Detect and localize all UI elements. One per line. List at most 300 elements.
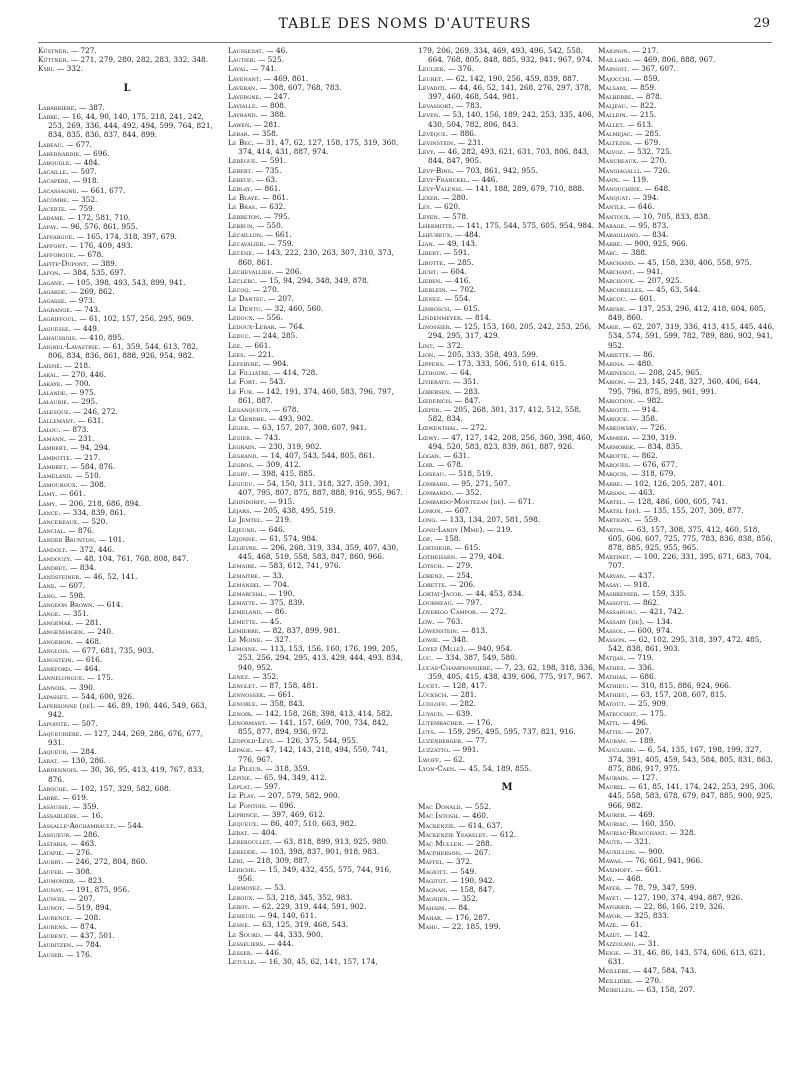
author-name: Mathes. (598, 662, 626, 672)
author-name: Leven. (418, 110, 441, 120)
index-entry: Marcou. — 601. (598, 294, 656, 304)
index-entry: Lassueur. — 286. (38, 829, 100, 839)
index-entry: Lebreton. — 795. (228, 211, 290, 221)
author-name: Laisné. (38, 360, 63, 370)
index-entry: Leuret. — 62, 142, 190, 256, 459, 839, 887. (418, 73, 579, 83)
index-entry: Lees. — 221. (228, 349, 275, 359)
author-name: Low. (418, 616, 435, 626)
index-entry: Laroche. — 102, 157, 329, 582, 608. (38, 783, 171, 793)
index-entry: Lee. — 661. (228, 340, 271, 350)
author-name: Lecoq. (228, 285, 251, 295)
index-entry: Lauritzen. — 784. (38, 940, 102, 950)
author-name: Lepage. (228, 745, 253, 755)
index-entry: Majocchi. — 859. (598, 73, 660, 83)
author-name: Kybi. (38, 64, 55, 74)
index-entry: Lebeuf. — 63. (228, 174, 278, 184)
author-name: Lejeune. (228, 524, 257, 534)
index-entry: Leulier. — 376. (418, 64, 474, 74)
author-name: Lépine. (228, 773, 253, 783)
index-entry: Malvoz. — 532, 725. (598, 147, 672, 157)
index-entry: Lematte. — 375, 839. (228, 598, 305, 608)
author-name: Lavrand. (228, 110, 258, 120)
index-entry: Lemette. — 45. (228, 616, 282, 626)
author-name: Lasausse. (38, 802, 71, 812)
author-name: Laqueur. (38, 747, 69, 757)
index-entry: Licht. — 604. (418, 266, 467, 276)
author-name: Langstein. (38, 655, 74, 664)
author-name: Leroy. (228, 901, 250, 911)
index-entry: Letulle. — 16, 30, 45, 62, 141, 157, 174, (228, 957, 378, 967)
index-entry: Massol. — 600, 974. (598, 625, 673, 635)
index-entry: Le Bec. — 31, 47, 62, 127, 158, 175, 319, 360, 374, 414, 431, 887, 974. (228, 138, 399, 157)
author-name: Lankford. (38, 664, 73, 674)
index-entry: Lévêque. — 886. (418, 128, 477, 138)
author-name: Lange. (38, 608, 61, 618)
index-entry: Lutembacher. — 176. (418, 717, 493, 727)
index-entry: Mathias. — 686. (598, 671, 657, 681)
index-entry: Lemanski. — 704. (228, 579, 290, 589)
author-name: Laignel-Lavastine. (38, 342, 101, 352)
author-name: Le Dantec. (228, 294, 266, 304)
author-name: Lomon. (418, 506, 443, 516)
index-entry: Mazet. — 142. (598, 929, 651, 939)
index-entry: Lint. — 372. (418, 340, 464, 350)
index-entry: Manouchine. — 648. (598, 184, 671, 194)
index-entry: Leduc. — 244, 285. (228, 331, 298, 341)
index-entry: Lassalle-Archambault. — 544. (38, 820, 144, 830)
index-entry: Laveran. — 308, 607, 768, 783. (228, 82, 342, 92)
author-name: Lefebvre. (228, 358, 261, 368)
index-entry: Mauclaire. — 6, 54, 135, 167, 198, 199, 327, 374, 391, 405, 459, 543, 584, 805, 831, 863, 875, 886, 917, 975. (598, 745, 773, 773)
index-entry: Luzzatto. — 991. (418, 745, 479, 755)
index-entry: Lallemant. — 631. (38, 415, 104, 425)
author-name: Levassort. (418, 101, 454, 111)
author-name: Leyen. (418, 211, 441, 221)
index-entry: Lamouroux. — 308. (38, 480, 107, 490)
index-entry: Macpherson. — 267. (418, 848, 491, 858)
author-name: Lebreton. (228, 211, 262, 221)
author-name: Le Bec. (228, 138, 254, 148)
author-name: Leroux. (228, 892, 255, 902)
author-name: Lematte. (228, 598, 258, 608)
author-name: Labernardie. (38, 148, 82, 158)
index-entry: Maurain. — 127. (598, 773, 658, 783)
index-columns (38, 46, 774, 1076)
author-name: Mawas. (598, 855, 624, 865)
index-entry: Lejars. — 205, 438, 495, 519. (228, 506, 336, 516)
index-entry: Launois. — 207. (38, 894, 96, 904)
author-name: Lévy-Bing. (418, 165, 454, 175)
index-entry: Maillard. — 469, 806, 888, 967. (598, 55, 716, 65)
author-name: Licht. (418, 266, 439, 276)
author-name: Marfan. (598, 303, 627, 313)
index-entry: Lévy-Valensi. — 141, 188, 289, 679, 710, 888. (418, 184, 585, 194)
index-entry: Lorette. — 206. (418, 579, 476, 589)
index-entry: Lequeux. — 86, 407, 510, 663, 982. (228, 819, 357, 829)
author-name: Lamouroux. (38, 480, 78, 490)
author-name: Lenormant. (228, 717, 268, 727)
index-entry: Lenormant. — 141, 157, 669, 700, 734, 842, 855, 877, 894, 936, 972. (228, 717, 389, 737)
author-name: Loiseau. (418, 469, 447, 479)
author-name: Lecène. (228, 248, 255, 258)
author-name: Legrain. (228, 441, 257, 451)
page-number: 29 (753, 16, 770, 31)
index-entry: Matijas. — 719. (598, 653, 654, 663)
index-entry: Lagarde. — 269, 862. (38, 286, 115, 296)
author-name: Marotte. (598, 450, 630, 460)
author-name: Lance. (38, 507, 61, 517)
author-name: Lorenz. (418, 570, 445, 580)
author-name: Laurent. (38, 931, 69, 941)
author-name: Malmejac. (598, 128, 633, 138)
index-entry: Mackenzie. — 614, 637. (418, 820, 503, 830)
author-name: Legrand. (228, 450, 259, 460)
author-name: Luys. (418, 727, 437, 737)
index-entry: Marina. — 480. (598, 358, 654, 368)
author-name: Loyez (Mlle). (418, 644, 466, 654)
index-entry: Luys. — 159, 295, 495, 595, 737, 821, 916. (418, 727, 576, 737)
index-entry: Lorenz. — 254. (418, 570, 473, 580)
index-entry: 179, 206, 269, 334, 469, 493, 496, 542, 558, 664, 768, 805, 848, 885, 932, 941, 967, 974. (418, 46, 593, 65)
author-name: Marchant. (598, 266, 635, 276)
index-entry: Marion. — 23, 145, 248, 327, 360, 406, 644, 795, 796, 875, 895, 961, 991. (598, 377, 761, 396)
index-entry: Lejonne. — 61, 574, 984. (228, 533, 319, 543)
index-entry: Lippens. — 173, 333, 506, 510, 614, 615. (418, 358, 567, 368)
index-entry: Laurence. — 208. (38, 912, 101, 922)
author-name: Lyon-Caen. (418, 763, 457, 773)
author-name: Lemette. (228, 616, 258, 626)
author-name: Lebègue. (228, 156, 258, 166)
author-name: Landsteiner. (38, 572, 82, 582)
index-entry: Marquès. — 676, 677. (598, 460, 678, 470)
index-entry: Maygrier. — 22, 86, 166, 219, 326. (598, 901, 725, 911)
index-entry: Langeron. — 468. (38, 636, 102, 646)
author-name: Maurer. (598, 809, 627, 819)
author-name: Mazzolani. (598, 938, 636, 948)
index-entry: Laufer. — 308. (38, 866, 93, 876)
author-name: Laqueurière. (38, 728, 82, 738)
index-entry: Mathes. — 336. (598, 662, 655, 672)
section-letter: M (501, 782, 513, 794)
index-entry: Lakal. — 270, 446. (38, 369, 106, 379)
author-name: Lardennois. (38, 765, 79, 775)
author-name: Mauban. (598, 736, 628, 746)
index-entry: Leplat. — 597. (228, 782, 281, 792)
author-name: Lavialle. (228, 101, 259, 111)
index-entry: Lebert. — 735. (228, 165, 282, 175)
index-entry: Larré. — 619. (38, 793, 89, 803)
index-entry: Loyez (Mlle). — 940, 954. (418, 644, 513, 654)
index-entry: Lenglet. — 87, 158, 481. (228, 681, 319, 691)
author-name: Mathias. (598, 671, 628, 681)
index-entry: Lavialle. — 808. (228, 101, 287, 111)
index-entry: Lœwy. — 47, 127, 142, 208, 256, 360, 398, 460, 494, 520, 583, 823, 839, 861, 887, 926. (418, 432, 593, 451)
author-name: Lannois. (38, 682, 68, 692)
author-name: Lambert. (38, 443, 69, 453)
index-entry: Malmejac. — 285. (598, 128, 662, 138)
author-name: Maurain. (598, 773, 630, 783)
index-entry: Lemierre. — 82, 837, 899, 981. (228, 625, 340, 635)
author-name: Lapasset. (38, 691, 70, 701)
index-entry: Martinet. — 100, 226, 331, 395, 671, 683, 704, 707. (598, 552, 772, 571)
author-name: Lieben. (418, 276, 443, 286)
index-entry: Mathieu. — 63, 157, 208, 607, 815. (598, 690, 727, 700)
index-entry: Ladame. — 172, 581, 710. (38, 213, 131, 223)
index-entry: Lombard. — 95, 271, 507. (418, 478, 511, 488)
author-name: Lacombe. (38, 194, 70, 204)
author-name: Limbosch. (418, 303, 452, 313)
index-entry: Maljeau. — 822. (598, 101, 657, 111)
author-name: Lesné. (228, 920, 251, 930)
index-entry: Ledoux-Lebar. — 764. (228, 322, 305, 332)
index-entry: Libert. — 591. (418, 248, 470, 258)
index-entry: Libotte. — 285. (418, 257, 474, 267)
author-name: Marbé. (598, 239, 623, 249)
author-name: Magnien. (418, 894, 450, 904)
author-name: Marchoux. (598, 276, 636, 286)
author-name: Leplat. (228, 782, 253, 792)
index-entry: Mauriac. — 160, 350. (598, 819, 676, 829)
author-name: Lutembacher. (418, 717, 465, 727)
author-name: Lalesque. (38, 406, 72, 416)
index-entry: Massary (de). — 134. (598, 616, 673, 626)
index-entry: Markowsky. — 726. (598, 423, 667, 433)
author-name: Markowsky. (598, 423, 639, 433)
author-name: Mayor. (598, 911, 623, 921)
index-entry: Meillière. — 270. (598, 975, 662, 985)
index-entry: Marchoux. — 207, 925. (598, 276, 682, 286)
index-entry: Lance. — 334, 839, 861. (38, 507, 126, 517)
index-entry: Lobersen. — 283. (418, 386, 480, 396)
index-entry: Landolt. — 372, 446. (38, 544, 115, 554)
index-entry: Lemaire. — 583, 612, 741, 976. (228, 561, 341, 571)
author-name: Langeron. (38, 636, 74, 646)
author-name: Lacassagne. (38, 185, 79, 195)
index-entry: Matti. — 496. (598, 717, 649, 727)
author-name: Lécaillon. (228, 230, 264, 240)
author-name: Matout. (598, 699, 627, 709)
author-name: Latapie. (38, 848, 65, 858)
index-entry: Ley. — 620. (418, 202, 461, 212)
index-entry: Marre. — 102, 126, 205, 287, 401. (598, 478, 726, 488)
author-name: Lœwy. (418, 432, 440, 442)
index-entry: Maurer. — 469. (598, 809, 655, 819)
index-entry: Le Moine. — 327. (228, 635, 291, 644)
index-entry: Lenoble. — 358, 843. (228, 699, 305, 709)
author-name: Marage. (598, 220, 627, 230)
author-name: Lahaussois. (38, 332, 78, 342)
author-name: Mayer. (598, 883, 622, 893)
index-entry: Low. — 763. (418, 616, 463, 626)
index-entry: Mackenzie Yearsley. — 612. (418, 829, 517, 839)
index-entry: Launay. — 191, 875, 956. (38, 885, 130, 895)
index-entry: Lombardo. — 352. (418, 487, 482, 497)
author-name: Long-Landy (Mme). (418, 524, 485, 534)
author-name: Lexer. (418, 193, 440, 203)
index-entry: Lacerte. — 759. (38, 204, 96, 214)
index-entry: Levaditi. — 44, 46, 52, 141, 268, 276, 297, 378, 397, 460, 468, 544, 981. (418, 82, 592, 102)
index-entry: Léopold-Lévi. — 126, 375, 544, 955. (228, 736, 359, 746)
index-entry: Lesieur. — 94, 140, 611. (228, 911, 317, 921)
index-entry: Laubry. — 246, 272, 804, 860. (38, 857, 148, 867)
index-entry: Lejeune. — 646. (228, 524, 285, 534)
author-name: Mackenzie. (418, 820, 457, 830)
index-entry: Labernardie. — 696. (38, 148, 110, 158)
index-entry: Laurens. — 874. (38, 921, 97, 931)
author-name: Legry. (228, 469, 250, 479)
author-name: Lagriffoul. (38, 314, 78, 324)
author-name: Leganqueux. (228, 404, 271, 414)
author-name: Langdon Brown. (38, 599, 95, 609)
author-name: Marina. (598, 358, 626, 368)
author-name: Mantoux. (598, 211, 631, 221)
index-entry: Mathieu. — 310, 815, 886, 924, 966. (598, 681, 732, 691)
author-name: Lagarde. (38, 286, 68, 296)
author-name: Lalande. (38, 388, 68, 398)
author-name: Manquat. (598, 193, 631, 203)
author-name: Launoy. (38, 903, 65, 913)
index-entry: Lenez. — 352. (228, 671, 279, 681)
author-name: Maignon. (598, 46, 631, 55)
author-name: Lian. (418, 239, 436, 249)
author-name: Lenez. (228, 671, 251, 681)
author-name: Marre. (598, 478, 623, 488)
author-name: Manouchine. (598, 184, 643, 194)
index-entry: Marinesco. — 208, 245, 965. (598, 368, 702, 378)
author-name: Maurel. (598, 782, 627, 792)
index-entry: Leyen. — 578. (418, 211, 469, 221)
author-name: Lassablière. (38, 811, 80, 821)
index-entry: Langstein. — 616. (38, 655, 103, 664)
index-entry: Mazzolani. — 31. (598, 938, 660, 948)
index-entry: Lebrun. — 550. (228, 220, 284, 230)
author-name: Mantle. (598, 202, 627, 212)
author-name: Liénez. (418, 294, 443, 304)
author-name: Maillard. (598, 55, 632, 65)
index-entry: Mattis. — 207. (598, 727, 652, 737)
index-entry: Laignel-Lavastine. — 61, 359, 544, 613, 782, 806, 834, 836, 861, 888, 926, 954, 982. (38, 342, 199, 361)
index-entry: Labarrière. — 387. (38, 102, 105, 112)
author-name: Lechevallier. (228, 266, 274, 276)
author-name: Maragliano. (598, 230, 641, 240)
author-name: Leulier. (418, 64, 446, 74)
index-entry: Le Dentu. — 32, 460, 560. (228, 303, 324, 313)
index-entry: Labeau. — 677. (38, 139, 93, 149)
index-entry: Labougle. — 484. (38, 158, 101, 168)
index-entry: Lécaillon. — 661. (228, 230, 292, 240)
index-entry: Laguesse. — 449. (38, 323, 100, 333)
author-name: Marie. (598, 322, 621, 332)
author-name: Lavenant. (228, 73, 262, 83)
index-entry: Lastaria. — 463. (38, 839, 97, 849)
author-name: Küstner. (38, 46, 69, 55)
author-name: Lequeux. (228, 819, 259, 829)
index-entry: Meillère. — 447, 584, 743. (598, 966, 697, 976)
index-entry: Masay. — 918. (598, 579, 650, 589)
author-name: Lereboullet. (228, 837, 272, 847)
author-name: Lorette. (418, 579, 448, 589)
index-entry: Lotheissen. — 279, 404. (418, 552, 505, 562)
author-name: Lamy. (38, 489, 58, 499)
index-entry: Lœderich. — 847. (418, 395, 481, 405)
index-entry: Mariette. — 86. (598, 349, 655, 359)
index-entry: Mantle. — 646. (598, 202, 655, 212)
index-entry: Lechevallier. — 206. (228, 266, 302, 276)
author-name: Lévy-Franckel. (418, 174, 470, 184)
index-entry: Magiott. — 549. (418, 866, 477, 876)
index-entry: Laffont. — 176, 409, 493. (38, 240, 133, 250)
index-entry: Loverigo Campor. — 272. (418, 607, 507, 617)
index-entry: Leclerc. — 15, 94, 294, 348, 349, 878. (228, 276, 369, 286)
author-name: Leblay. (228, 184, 253, 194)
author-name: Lecavalier. (228, 239, 266, 249)
index-entry: Le Bras. — 632. (228, 202, 286, 212)
index-entry: Laffargue. — 165, 174, 318, 397, 679. (38, 231, 177, 241)
author-name: Massabuau. (598, 607, 638, 617)
index-entry: Meirelles. — 63, 158, 207. (598, 984, 696, 994)
index-entry: Laumonier. — 823. (38, 875, 105, 885)
index-entry: Lalesque. — 246, 272. (38, 406, 118, 416)
author-name: Lassueur. (38, 829, 72, 839)
index-entry: Marsan. — 463. (598, 487, 655, 497)
author-name: Lacaille. (38, 167, 69, 177)
index-entry: Lawen. — 281. (228, 119, 280, 129)
index-column-2 (228, 46, 406, 966)
index-entry: Lamy. — 661. (38, 489, 86, 499)
author-name: Lheureux. (418, 230, 453, 240)
index-entry: Mangiagalli. — 726. (598, 165, 670, 175)
index-entry: Lacapère. — 918. (38, 176, 99, 186)
index-entry: Luyaud. — 639. (418, 708, 473, 718)
index-entry: Mac Donald. — 552. (418, 802, 491, 812)
index-entry: Mariotti. — 914. (598, 404, 659, 414)
index-entry: Lahaussois. — 410, 895. (38, 332, 124, 342)
index-entry: Lereddé. — 103, 398, 837, 901, 918, 983. (228, 846, 379, 856)
index-entry: Laqueurière. — 127, 244, 269, 286, 676, 677, 931. (38, 728, 203, 747)
index-entry: Long-Landy (Mme). — 219. (418, 524, 513, 534)
author-name: Lejonne. (228, 533, 258, 543)
index-entry: Léri. — 218, 309, 887. (228, 855, 310, 865)
author-name: Marique. (598, 414, 630, 424)
author-name: Mauclaire. (598, 745, 636, 755)
author-name: Le Gendre. (228, 414, 267, 424)
author-name: Landouzy. (38, 553, 73, 563)
author-name: Laurens. (38, 921, 69, 931)
index-entry: Lexer. — 280. (418, 193, 468, 203)
author-name: Ledoux-Lebar. (228, 322, 277, 332)
author-name: Meige. (598, 947, 622, 957)
index-entry: Lebar. — 358. (228, 128, 279, 138)
index-entry: Lépine. — 65, 94, 349, 412. (228, 773, 327, 783)
author-name: Lafite-Dupont. (38, 259, 89, 269)
index-entry: Leblay. — 861. (228, 184, 281, 194)
index-entry: Lang. — 598. (38, 590, 86, 600)
author-name: Légier. (228, 432, 253, 442)
index-column-4 (598, 46, 776, 994)
index-entry: Marotte. — 862. (598, 450, 658, 460)
author-name: Maingot. (598, 64, 630, 74)
index-entry: Marmorek. — 834, 835. (598, 441, 683, 451)
index-entry: Lafite-Dupont. — 389. (38, 259, 118, 269)
index-entry: Levinstein. — 231. (418, 138, 484, 148)
index-entry: Marquis. — 318, 679. (598, 469, 676, 479)
index-entry: Launoy. — 519, 894. (38, 903, 112, 913)
author-name: Mac Donald. (418, 802, 463, 812)
author-name: Lévêque. (418, 128, 449, 138)
author-name: Levaditi. (418, 82, 447, 92)
author-name: Matijas. (598, 653, 626, 663)
author-name: Laufer. (38, 866, 64, 876)
